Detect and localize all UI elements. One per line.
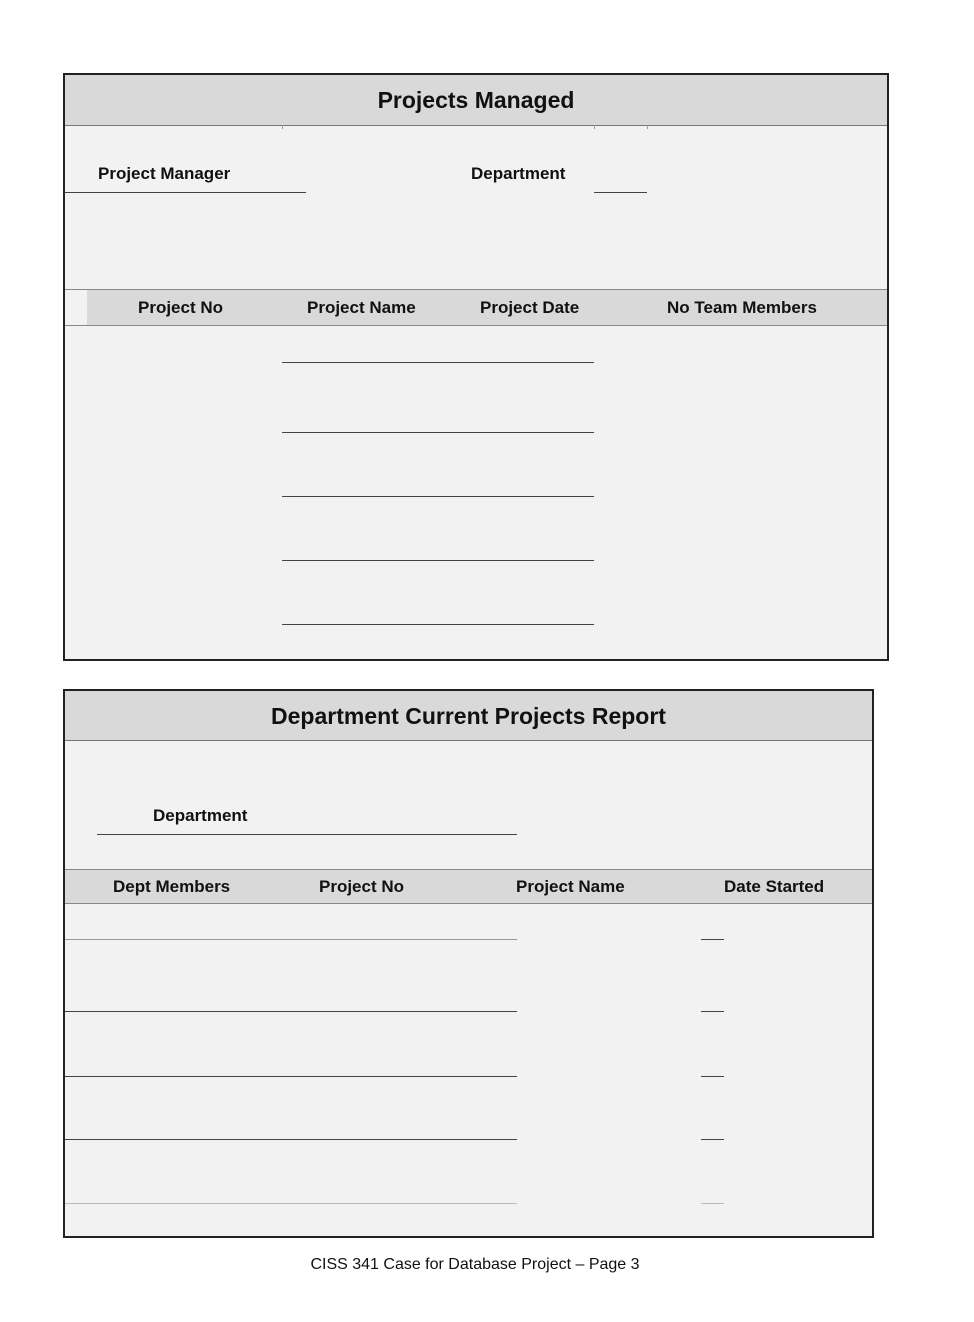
row-line[interactable] [65,1203,517,1204]
row-line[interactable] [282,560,594,561]
row-line[interactable] [282,624,594,625]
row-line[interactable] [65,1076,517,1077]
row-line[interactable] [282,496,594,497]
divider-tick [282,125,283,129]
col-project-name: Project Name [516,877,625,896]
page-footer: CISS 341 Case for Database Project – Page 3 [310,1256,640,1273]
form-title: Department Current Projects Report [65,691,872,741]
dept-report-form [63,689,874,1238]
department-field[interactable] [594,192,647,193]
col-date-started: Date Started [724,877,825,896]
row-line[interactable] [65,1011,517,1012]
divider-tick [594,125,595,129]
col-dept-members: Dept Members [113,877,231,896]
column-header-indent [65,289,87,326]
row-line[interactable] [65,939,517,940]
project-manager-label: Project Manager [98,164,231,183]
divider-tick [647,125,648,129]
row-line[interactable] [282,432,594,433]
date-row-line[interactable] [701,1139,724,1140]
department-label: Department [471,164,566,183]
row-line[interactable] [282,362,594,363]
department-label: Department [153,806,248,825]
form-title: Projects Managed [65,75,887,126]
department-field[interactable] [97,834,517,835]
col-project-no: Project No [138,298,224,317]
date-row-line[interactable] [701,1076,724,1077]
date-row-line[interactable] [701,939,724,940]
col-project-no: Project No [319,877,405,896]
projects-managed-form [63,73,889,661]
col-no-team-members: No Team Members [667,298,817,317]
row-line[interactable] [65,1139,517,1140]
date-row-line[interactable] [701,1203,724,1204]
date-row-line[interactable] [701,1011,724,1012]
col-project-name: Project Name [307,298,416,317]
project-manager-field[interactable] [65,192,306,193]
col-project-date: Project Date [480,298,580,317]
